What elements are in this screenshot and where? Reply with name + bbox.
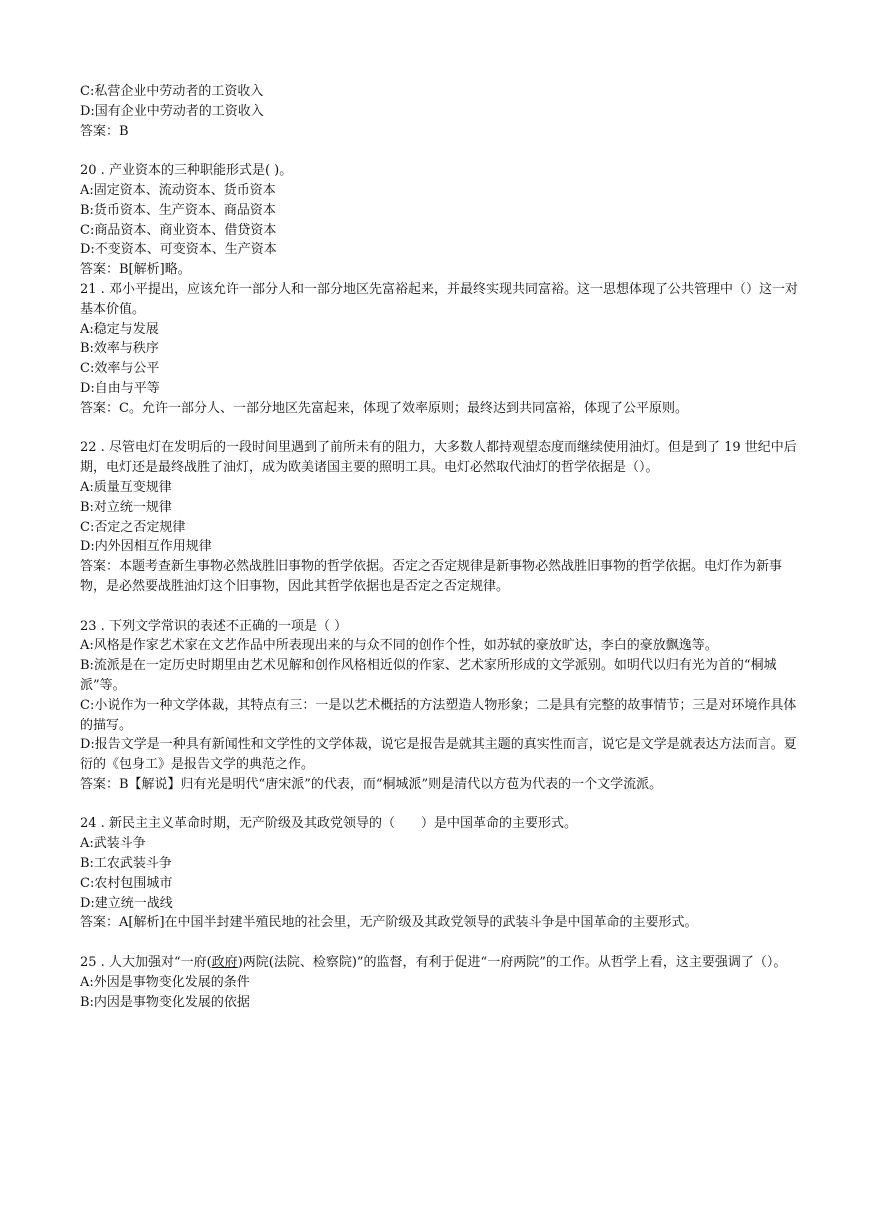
option-b: B:内因是事物变化发展的依据 bbox=[80, 994, 250, 1010]
option-b: B:效率与秩序 bbox=[80, 341, 159, 357]
question-stem: 22 . 尽管电灯在发明后的一段时间里遇到了前所未有的阻力，大多数人都持观望态度而继续使用油灯。但是到了 19 世纪中后期，电灯还是最终战胜了油灯，成为欧美诸国主要的照明工具。电灯必然取代油灯的哲学依据是（）。 bbox=[80, 440, 797, 476]
answer: 答案：C。允许一部分人、一部分地区先富起来，体现了效率原则；最终达到共同富裕，体现了公平原则。 bbox=[80, 400, 688, 416]
option-d: D:建立统一战线 bbox=[80, 895, 173, 911]
option-b: B:货币资本、生产资本、商品资本 bbox=[80, 202, 276, 218]
answer: 答案：B【解说】归有光是明代“唐宋派”的代表，而“桐城派”则是清代以方苞为代表的一个文学流派。 bbox=[80, 776, 663, 792]
answer: 答案：本题考查新生事物必然战胜旧事物的哲学依据。否定之否定规律是新事物必然战胜旧事物的哲学依据。电灯作为新事物，是必然要战胜油灯这个旧事物，因此其哲学依据也是否定之否定规律。 bbox=[80, 559, 783, 594]
question-23 bbox=[80, 617, 800, 795]
option-c: C:效率与公平 bbox=[80, 361, 160, 377]
question-24 bbox=[80, 814, 800, 933]
spacer bbox=[80, 795, 800, 815]
question-25 bbox=[80, 953, 800, 1012]
spacer bbox=[80, 597, 800, 617]
option-b: B:流派是在一定历史时期里由艺术见解和创作风格相近似的作家、艺术家所形成的文学派别。如明代以归有光为首的“桐城派”等。 bbox=[80, 658, 777, 693]
option-c: C:农村包围城市 bbox=[80, 875, 173, 891]
option-b: B:工农武装斗争 bbox=[80, 856, 172, 872]
option-d: D:自由与平等 bbox=[80, 380, 160, 396]
option-a: A:固定资本、流动资本、货币资本 bbox=[80, 182, 276, 198]
question-21 bbox=[80, 280, 800, 419]
question-stem: 23 . 下列文学常识的表述不正确的一项是（ ） bbox=[80, 618, 348, 634]
question-stem: 20 . 产业资本的三种职能形式是( )。 bbox=[80, 163, 293, 179]
question-22 bbox=[80, 438, 800, 596]
answer: 答案：A[解析]在中国半封建半殖民地的社会里，无产阶级及其政党领导的武装斗争是中国革命的主要形式。 bbox=[80, 915, 698, 931]
document-page bbox=[80, 82, 800, 1012]
stem-part: 25 . 人大加强对“一府( bbox=[80, 955, 212, 971]
option-d: D:报告文学是一种具有新闻性和文学性的文学体裁，说它是报告是就其主题的真实性而言，说它是文学是就表达方法而言。夏衍的《包身工》是报告文学的典范之作。 bbox=[80, 737, 797, 773]
option-a: A:外因是事物变化发展的条件 bbox=[80, 974, 250, 990]
option-c: C:小说作为一种文学体裁，其特点有三：一是以艺术概括的方法塑造人物形象；二是具有完整的故事情节；三是对环境作具体的描写。 bbox=[80, 697, 797, 733]
spacer bbox=[80, 141, 800, 161]
question-stem: 21 . 邓小平提出，应该允许一部分人和一部分地区先富裕起来，并最终实现共同富裕。这一思想体现了公共管理中（）这一对基本价值。 bbox=[80, 281, 798, 317]
answer: 答案：B[解析]略。 bbox=[80, 262, 191, 278]
option-c: C:商品资本、商业资本、借贷资本 bbox=[80, 222, 277, 238]
question-stem: 24 . 新民主主义革命时期，无产阶级及其政党领导的（ ）是中国革命的主要形式。 bbox=[80, 816, 577, 832]
option-c: C:私营企业中劳动者的工资收入 bbox=[80, 84, 264, 99]
spacer bbox=[80, 419, 800, 439]
option-d: D:国有企业中劳动者的工资收入 bbox=[80, 103, 264, 119]
stem-part: )两院(法院、检察院)”的监督，有利于促进“一府两院”的工作。从哲学上看，这主要强调了（）。 bbox=[237, 955, 787, 971]
option-a: A:稳定与发展 bbox=[80, 321, 159, 337]
question-19-tail bbox=[80, 82, 800, 141]
option-a: A:武装斗争 bbox=[80, 836, 146, 852]
underlined-term: 政府 bbox=[211, 955, 238, 971]
spacer bbox=[80, 933, 800, 953]
option-a: A:质量互变规律 bbox=[80, 479, 172, 495]
question-20 bbox=[80, 161, 800, 280]
option-d: D:不变资本、可变资本、生产资本 bbox=[80, 242, 277, 258]
option-d: D:内外因相互作用规律 bbox=[80, 539, 212, 555]
option-c: C:否定之否定规律 bbox=[80, 519, 186, 535]
option-a: A:风格是作家艺术家在文艺作品中所表现出来的与众不同的创作个性，如苏轼的豪放旷达，李白的豪放飘逸等。 bbox=[80, 638, 718, 654]
answer: 答案：B bbox=[80, 123, 129, 139]
option-b: B:对立统一规律 bbox=[80, 499, 172, 515]
question-stem bbox=[80, 953, 800, 973]
